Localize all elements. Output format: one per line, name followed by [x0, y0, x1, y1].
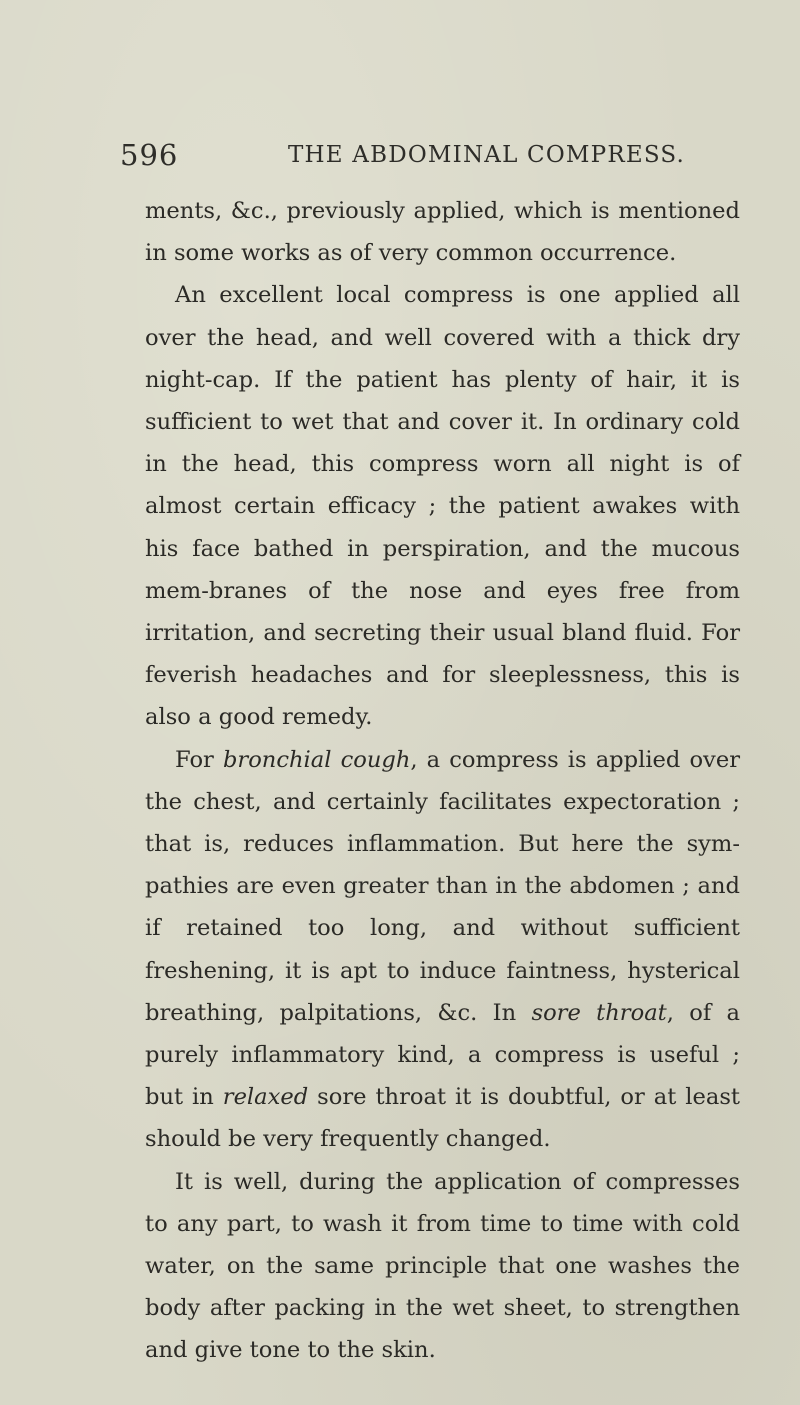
- italic-term-relaxed: relaxed: [222, 1084, 309, 1111]
- paragraph-continuation: ments, &c., previously applied, which is mentioned in some works as of very common occurrence.: [145, 198, 740, 267]
- paragraph-bronchial-cough: [145, 739, 740, 1161]
- paragraph-washing: It is well, during the application of compresses to any part, to wash it from time to time with cold water, on the same principle that one washes the body after packing in the wet sheet, to strengthen and give tone to the skin.: [145, 1168, 740, 1364]
- page-number: 596: [120, 138, 179, 172]
- paragraph-head-compress: An excellent local compress is one applied all over the head, and well covered with a thick dry night-cap. If the patient has plenty of hair, it is sufficient to wet that and cover it. In ordinary cold in the head, this compress worn all night is of almost certain efficacy ; the patient awakes with his face bathed in perspiration, and the mucous mem-branes of the nose and eyes free from irritation, and secreting their usual bland fluid. For feverish headaches and for sleeplessness, this is also a good remedy.: [145, 282, 740, 731]
- text-run: , of a purely inflammatory kind, a compress is useful ; but in: [145, 999, 741, 1111]
- italic-term-bronchial-cough: bronchial cough: [222, 746, 411, 773]
- text-run: , a compress is applied over the chest, and certainly facilitates expectoration ; that is, reduces inflammation. But here the sym-pathies are even greater than in the abdomen ; and if retained too long, and without sufficient freshening, it is apt to induce faintness, hysterical breathing, palpitations, &c. In: [145, 746, 740, 1026]
- running-head: [120, 138, 740, 178]
- text-run: sore throat it is doubtful, or at least should be very frequently changed.: [145, 1084, 740, 1153]
- italic-term-sore-throat: sore throat: [531, 999, 667, 1026]
- text-run: For: [175, 746, 223, 773]
- running-title: THE ABDOMINAL COMPRESS.: [288, 142, 686, 168]
- page-body: [145, 190, 740, 1372]
